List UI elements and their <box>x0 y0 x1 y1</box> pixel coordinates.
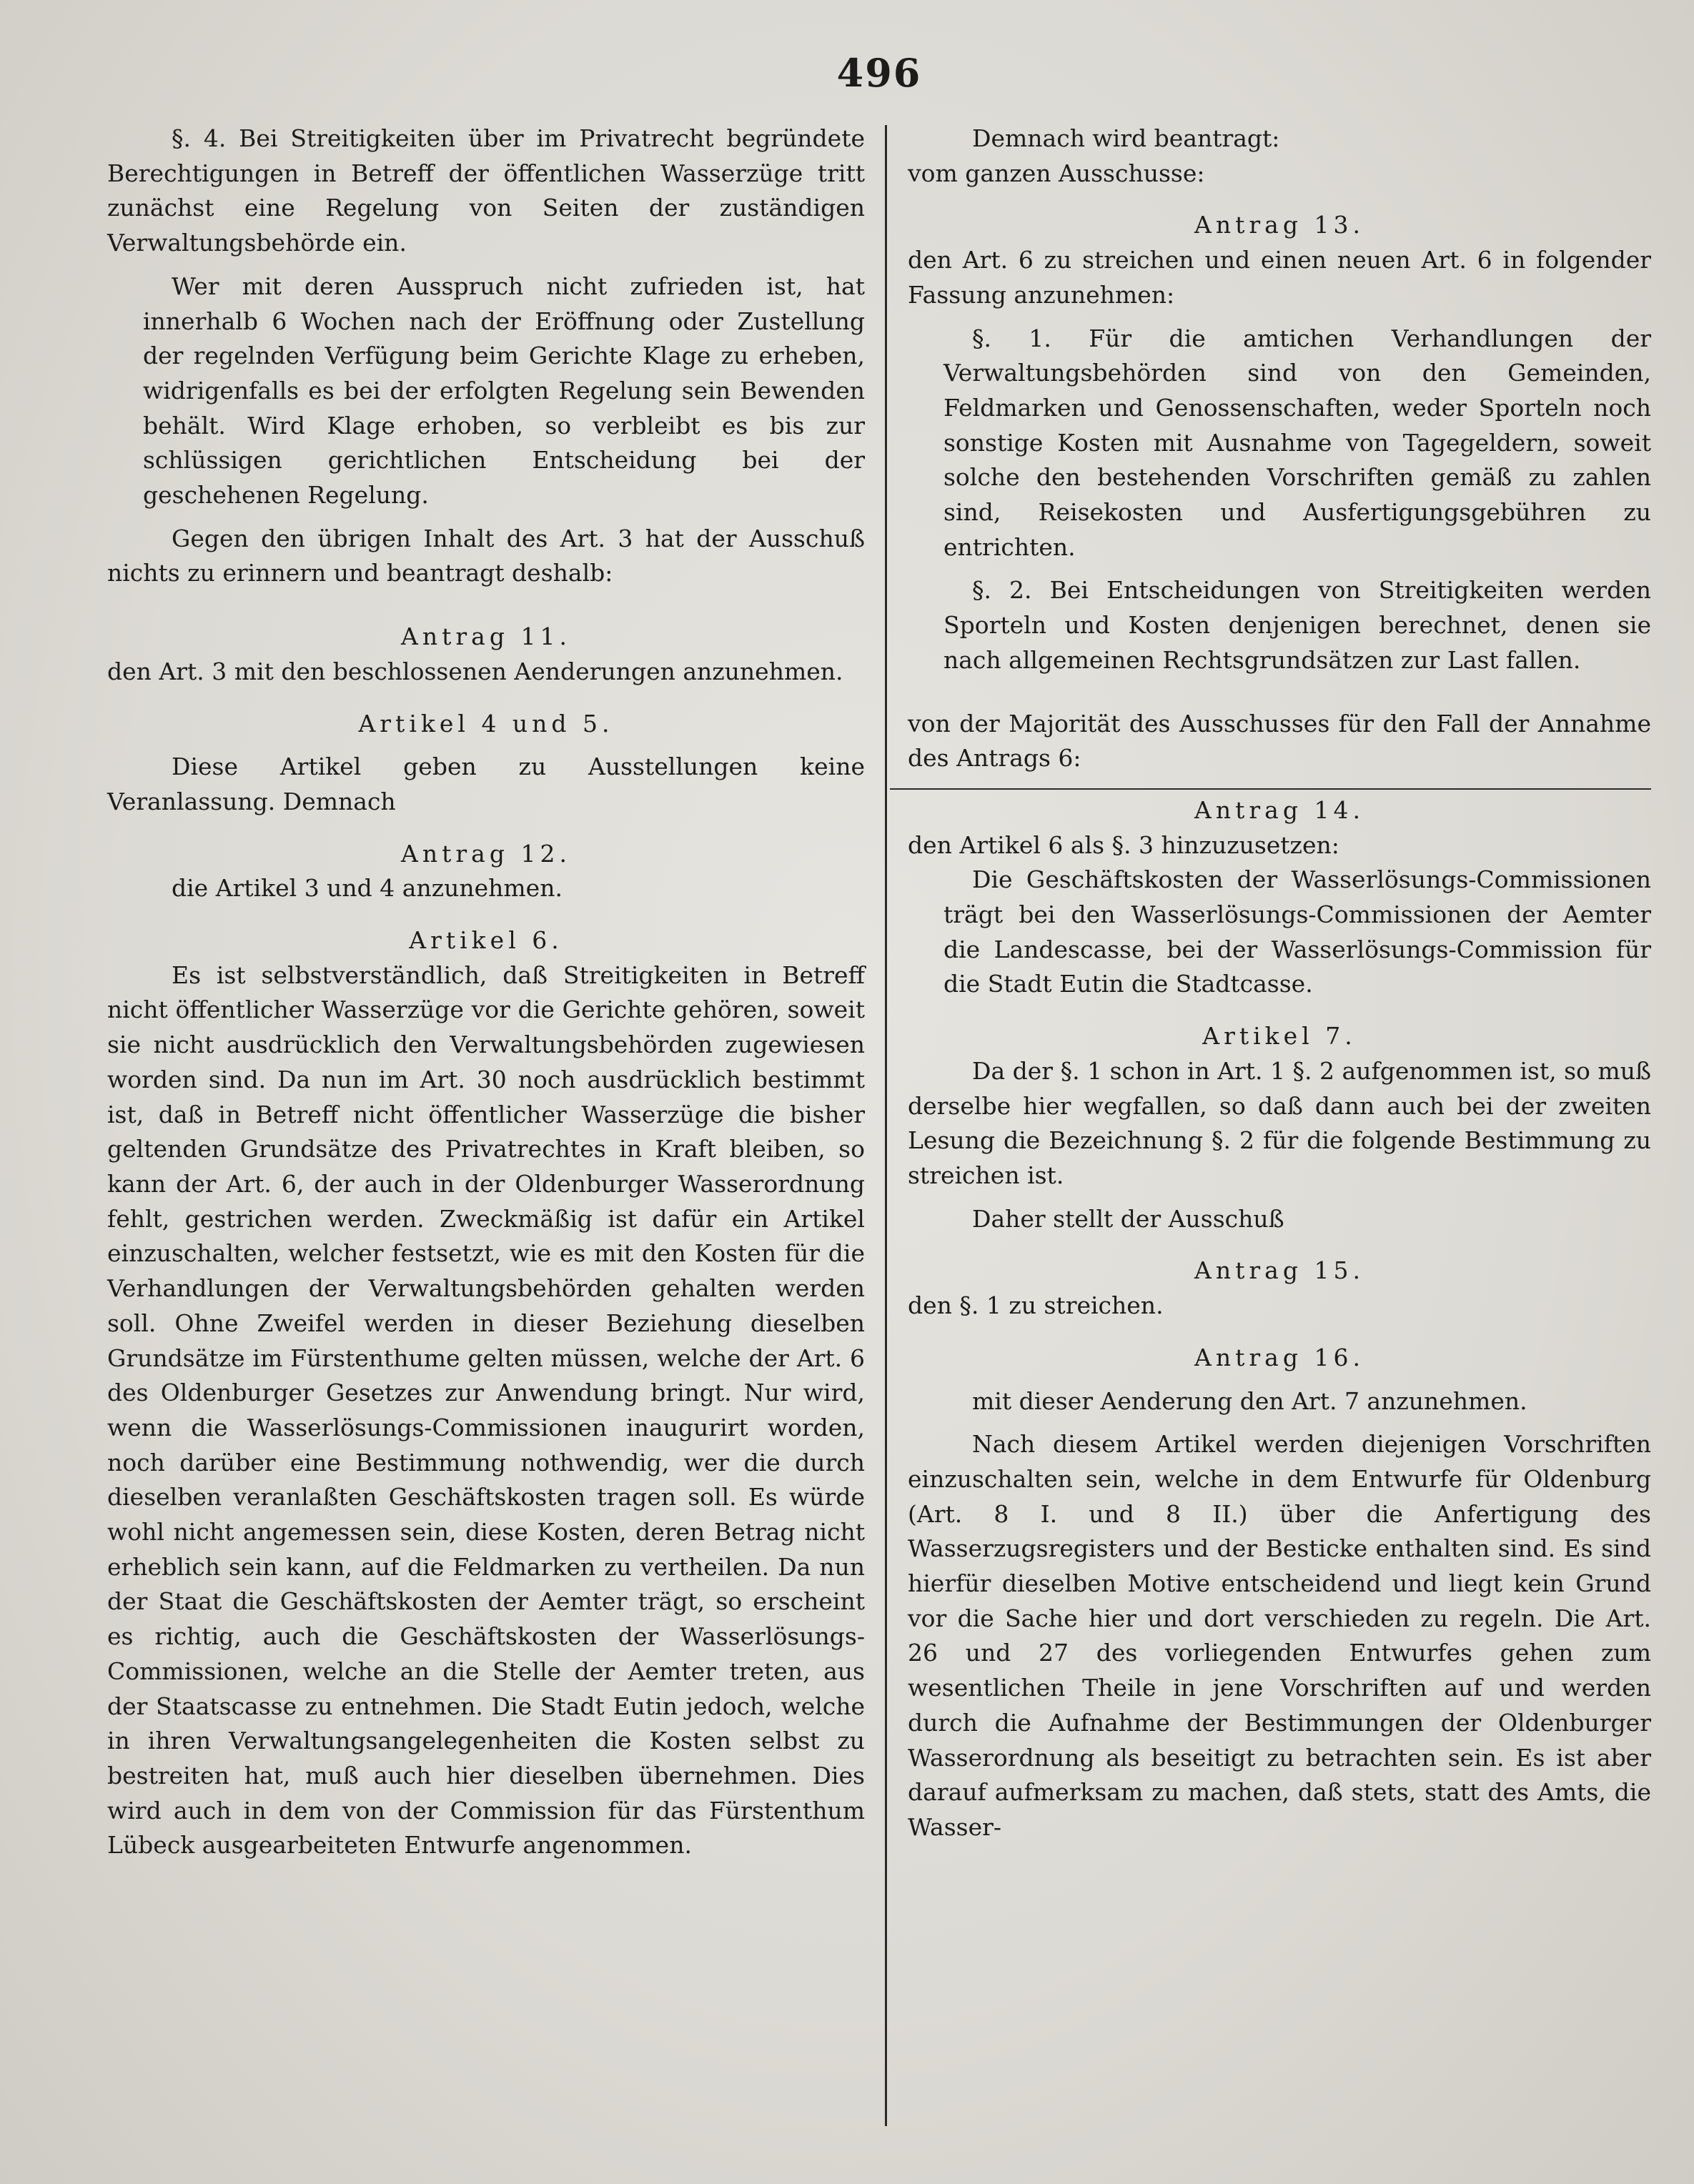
paragraph: Demnach wird beantragt: <box>972 124 1280 152</box>
paragraph: §. 2. Bei Entscheidungen von Streitigkeiten werden Sporteln und Kosten denjenigen berechnet, denen sie nach allgemeinen Rechtsgrundsätzen zur Last fallen. <box>943 576 1651 674</box>
paragraph: §. 1. Für die amtichen Verhandlungen der Verwaltungsbehörden sind von den Gemeinden, Feldmarken und Genossenschaften, weder Sporteln noch sonstige Kosten mit Ausnahme von Tagegeldern, soweit solche den bestehenden Vorschriften gemäß zu zahlen sind, Reisekosten und Ausfertigungsgebühren zu entrichten. <box>943 324 1651 561</box>
left-column <box>107 121 865 1863</box>
paragraph: den Art. 3 mit den beschlossenen Aenderungen anzunehmen. <box>107 657 843 685</box>
paragraph: mit dieser Aenderung den Art. 7 anzunehmen. <box>972 1386 1527 1415</box>
right-column <box>908 121 1651 1845</box>
paragraph: den Artikel 6 als §. 3 hinzuzusetzen: <box>908 830 1339 859</box>
paragraph: die Artikel 3 und 4 anzunehmen. <box>172 874 563 903</box>
paragraph: den Art. 6 zu streichen und einen neuen Art. 6 in folgender Fassung anzunehmen: <box>908 246 1651 309</box>
page-number: 496 <box>836 50 922 96</box>
section-heading: Antrag 11. <box>401 622 571 651</box>
paragraph: von der Majorität des Ausschusses für den Fall der Annahme des Antrags 6: <box>908 709 1651 773</box>
section-heading: Antrag 13. <box>1194 211 1364 239</box>
section-heading: Antrag 15. <box>1194 1256 1364 1285</box>
paragraph: den §. 1 zu streichen. <box>908 1291 1164 1320</box>
section-heading: Antrag 12. <box>401 839 571 868</box>
paragraph: Nach diesem Artikel werden diejenigen Vorschriften einzuschalten sein, welche in dem Entwurfe für Oldenburg (Art. 8 I. und 8 II.) über die Anfertigung des Wasserzugsregisters und der Besticke enthalten sind. Es sind hierfür dieselben Motive entscheidend und liegt kein Grund vor die Sache hier und dort verschieden zu regeln. Die Art. 26 und 27 des vorliegenden Entwurfes gehen zum wesentlichen Theile in jene Vorschriften auf und werden durch die Aufnahme der Bestimmungen der Oldenburger Wasserordnung als beseitigt zu betrachten sein. Es ist aber darauf aufmerksam zu machen, daß stets, statt des Amts, die Wasser- <box>908 1430 1651 1841</box>
section-heading: Artikel 4 und 5. <box>358 709 614 738</box>
paragraph: Diese Artikel geben zu Ausstellungen keine Veranlassung. Demnach <box>107 753 865 815</box>
section-heading: Antrag 14. <box>1194 795 1364 824</box>
section-heading: Antrag 16. <box>1194 1343 1364 1371</box>
paragraph: Die Geschäftskosten der Wasserlösungs-Commissionen trägt bei den Wasserlösungs-Commissionen der Aemter die Landescasse, bei der Wasserlösungs-Commission für die Stadt Eutin die Stadtcasse. <box>943 865 1651 998</box>
paragraph: Es ist selbstverständlich, daß Streitigkeiten in Betreff nicht öffentlicher Wasserzüge vor die Gerichte gehören, soweit sie nicht ausdrücklich den Verwaltungsbehörden zugewiesen worden sind. Da nun im Art. 30 noch ausdrücklich bestimmt ist, daß in Betreff nicht öffentlicher Wasserzüge die bisher geltenden Grundsätze des Privatrechtes in Kraft bleiben, so kann der Art. 6, der auch in der Oldenburger Wasserordnung fehlt, gestrichen werden. Zweckmäßig ist dafür ein Artikel einzuschalten, welcher festsetzt, wie es mit den Kosten für die Verhandlungen der Verwaltungsbehörden gehalten werden soll. Ohne Zweifel werden in dieser Beziehung dieselben Grundsätze im Fürstenthume gelten müssen, welche der Art. 6 des Oldenburger Gesetzes zur Anwendung bringt. Nur wird, wenn die Wasserlösungs-Commissionen inaugurirt worden, noch darüber eine Bestimmung nothwendig, wer die durch dieselben veranlaßten Geschäftskosten tragen soll. Es würde wohl nicht angemessen sein, diese Kosten, deren Betrag nicht erheblich sein kann, auf die Feldmarken zu vertheilen. Da nun der Staat die Geschäftskosten der Aemter trägt, so erscheint es richtig, auch die Geschäftskosten der Wasserlösungs-Commissionen, welche an die Stelle der Aemter treten, aus der Staatscasse zu entnehmen. Die Stadt Eutin jedoch, welche in ihren Verwaltungsangelegenheiten die Kosten selbst zu bestreiten hat, muß auch hier dieselben übernehmen. Dies wird auch in dem von der Commission für das Fürstenthum Lübeck ausgearbeiteten Entwurfe angenommen. <box>107 961 865 1860</box>
paragraph: §. 4. Bei Streitigkeiten über im Privatrecht begründete Berechtigungen in Betreff der öffentlichen Wasserzüge tritt zunächst eine Regelung von Seiten der zuständigen Verwaltungsbehörde ein. <box>107 124 865 257</box>
paragraph: Daher stellt der Ausschuß <box>972 1204 1284 1233</box>
section-heading: Artikel 6. <box>409 926 563 955</box>
paragraph: vom ganzen Ausschusse: <box>908 159 1205 187</box>
section-heading: Artikel 7. <box>1202 1022 1357 1051</box>
paragraph: Wer mit deren Ausspruch nicht zufrieden ist, hat innerhalb 6 Wochen nach der Eröffnung oder Zustellung der regelnden Verfügung beim Gerichte Klage zu erheben, widrigenfalls es bei der erfolgten Regelung sein Bewenden behält. Wird Klage erhoben, so verbleibt es bis zur schlüssigen gerichtlichen Entscheidung bei der geschehenen Regelung. <box>143 272 865 510</box>
column-divider <box>885 125 887 2126</box>
paragraph: Da der §. 1 schon in Art. 1 §. 2 aufgenommen ist, so muß derselbe hier wegfallen, so daß dann auch bei der zweiten Lesung die Bezeichnung §. 2 für die folgende Bestimmung zu streichen ist. <box>908 1056 1651 1189</box>
paragraph: Gegen den übrigen Inhalt des Art. 3 hat der Ausschuß nichts zu erinnern und beantragt deshalb: <box>107 524 865 587</box>
